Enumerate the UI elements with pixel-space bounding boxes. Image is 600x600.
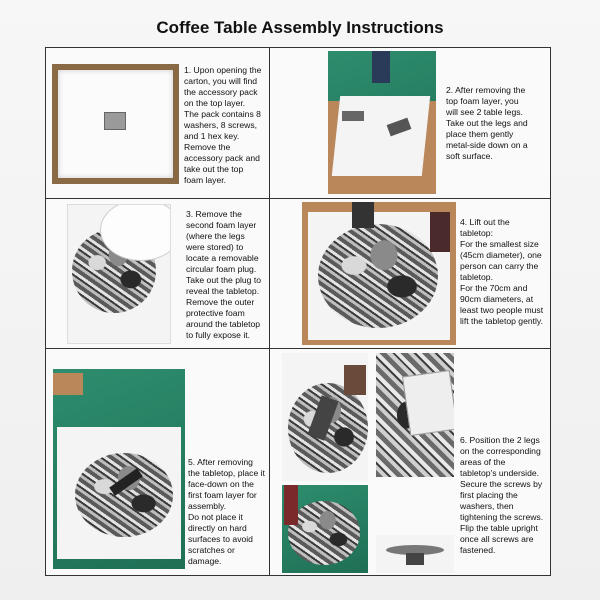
step-5-text: 5. After removing the tabletop, place it face-down on the first foam layer for assembly. Do not place it directly on hard surfaces to avoid scratches or damage. (188, 457, 265, 566)
tabletop (318, 224, 438, 328)
step-1-text: 1. Upon opening the carton, you will find the accessory pack on the top layer. The pack contains 8 washers, 8 screws, and 1 hex key. Remove the accessory pack and take out the top foam layer. (184, 65, 262, 185)
step-4-cell (270, 199, 552, 348)
step-1-photo (52, 64, 179, 184)
table-base (406, 553, 424, 565)
leg-plate (402, 370, 454, 436)
step-1-cell (46, 48, 269, 198)
hand (344, 365, 366, 395)
step-6-photo-d (376, 535, 454, 573)
step-6-photo-b (376, 353, 454, 477)
step-5-photo (53, 369, 185, 569)
step-6-cell (270, 349, 552, 577)
step-5-cell (46, 349, 269, 577)
steps-grid (45, 47, 551, 576)
step-4-text: 4. Lift out the tabletop: For the smallest size (45cm diameter), one person can carry the tabletop. For the 70cm and 90cm diameters, at least two people must lift the tabletop gently. (460, 217, 544, 326)
step-3-text: 3. Remove the second foam layer (where the legs were stored) to locate a removable circular foam plug. Take out the plug to reveal the tabletop. Remove the outer protective foam around the tabletop to fully expose it. (186, 209, 262, 340)
carton (53, 373, 83, 395)
step-2-photo (328, 51, 436, 194)
person (372, 51, 390, 83)
person (284, 485, 298, 525)
accessory-pack (104, 112, 126, 130)
page-title: Coffee Table Assembly Instructions (156, 18, 444, 37)
step-2-cell (270, 48, 552, 198)
person (352, 202, 374, 228)
table-leg (342, 111, 364, 121)
step-6-photo-c (282, 485, 368, 573)
person (430, 212, 450, 252)
step-6-photo-a (282, 353, 368, 481)
tabletop (288, 501, 360, 565)
step-3-cell (46, 199, 269, 348)
step-2-text: 2. After removing the top foam layer, you will see 2 table legs. Take out the legs and place them gently metal-side down on a soft surface. (446, 85, 528, 161)
step-3-photo (67, 204, 171, 344)
step-6-text: 6. Position the 2 legs on the corresponding areas of the tabletop's underside. Secure the screws by first placing the washers, then tightening the screws. Flip the table upright once all screws are fastened. (460, 435, 544, 555)
foam-layer (332, 96, 430, 176)
step-4-photo (302, 202, 456, 345)
tabletop (75, 453, 173, 537)
